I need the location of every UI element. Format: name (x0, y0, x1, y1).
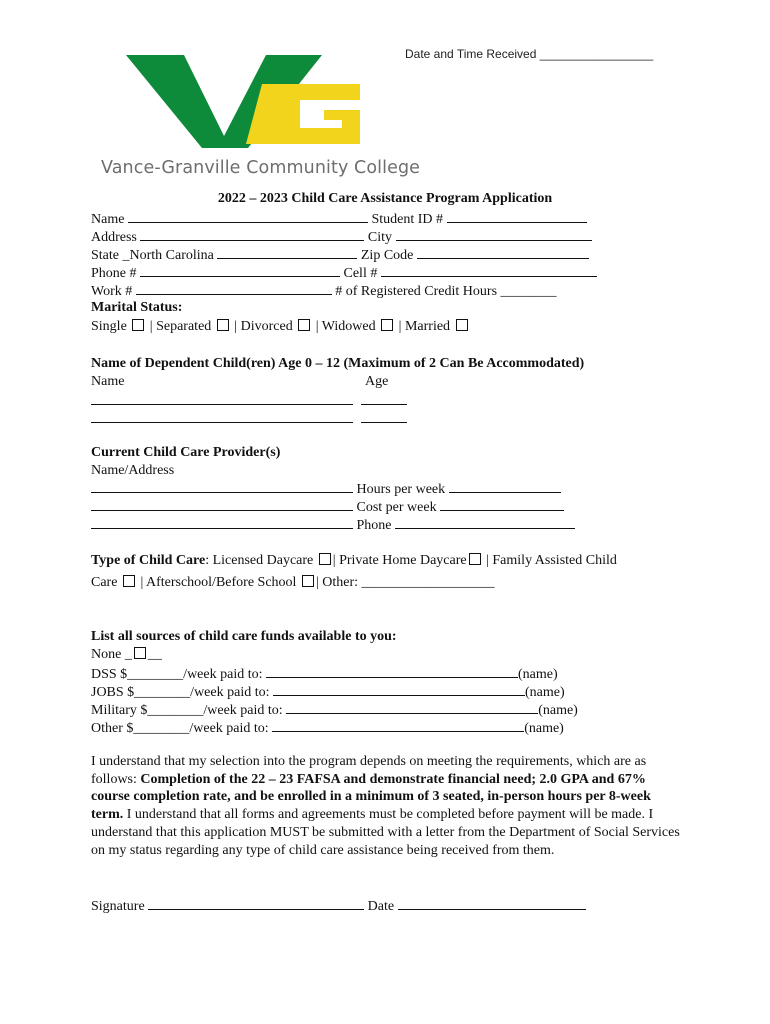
care-licensed-label: : Licensed Daycare (205, 553, 317, 568)
dependent-name-field-1[interactable] (91, 391, 353, 405)
provider-name-field-1[interactable] (91, 479, 353, 493)
none-checkbox[interactable] (134, 647, 146, 659)
care-private-home-label: | Private Home Daycare (332, 553, 467, 568)
funds-military-row (91, 700, 578, 719)
name-field[interactable] (128, 209, 368, 223)
agreement-text-2: I understand that all forms and agreements must be completed before payment will be made. I understand that this application MUST be submitted with a letter from the Department of Social Services on my status regarding any type of child care assistance being received from them. (91, 807, 680, 858)
military-name-suffix: (name) (538, 703, 578, 718)
address-label: Address (91, 230, 137, 245)
dependent-name-field-2[interactable] (91, 409, 353, 423)
marital-widowed-checkbox[interactable] (381, 319, 393, 331)
phone-label: Phone # (91, 266, 137, 281)
dependents-name-label: Name (91, 374, 125, 389)
jobs-label: JOBS $________/week paid to: (91, 685, 270, 700)
jobs-name-suffix: (name) (525, 685, 565, 700)
military-label: Military $________/week paid to: (91, 703, 283, 718)
form-title: 2022 – 2023 Child Care Assistance Program Application (217, 191, 553, 206)
provider-row-2 (91, 497, 564, 516)
military-paid-to-field[interactable] (286, 700, 538, 714)
cell-field[interactable] (381, 263, 597, 277)
marital-married-checkbox[interactable] (456, 319, 468, 331)
hours-field[interactable] (449, 479, 561, 493)
work-label: Work # (91, 284, 133, 299)
city-field[interactable] (396, 227, 592, 241)
phone-field[interactable] (140, 263, 340, 277)
city-label: City (367, 230, 393, 245)
hours-label: Hours per week (356, 482, 446, 497)
marital-widowed-label: Widowed (321, 319, 376, 334)
provider-name-label: Name/Address (91, 463, 175, 478)
marital-single-label: Single (91, 319, 127, 334)
dependent-age-field-2[interactable] (361, 409, 407, 423)
credit-hours-label: # of Registered Credit Hours ________ (335, 284, 557, 299)
provider-row-1 (91, 479, 561, 498)
marital-divorced-label: Divorced (240, 319, 293, 334)
address-row (91, 227, 592, 246)
none-label: None _ (91, 647, 132, 662)
care-afterschool-checkbox[interactable] (302, 575, 314, 587)
cost-field[interactable] (440, 497, 564, 511)
funds-none-row (91, 646, 162, 663)
funds-heading: List all sources of child care funds available to you: (91, 629, 397, 644)
zip-label: Zip Code (360, 248, 414, 263)
care-other-label: | Other: ___________________ (315, 575, 495, 590)
phone2-label: Phone (356, 518, 392, 533)
dss-name-suffix: (name) (518, 667, 558, 682)
provider-name-field-3[interactable] (91, 515, 353, 529)
provider-heading: Current Child Care Provider(s) (91, 445, 281, 460)
care-type-row-2 (91, 574, 495, 591)
state-field[interactable] (217, 245, 357, 259)
state-label: State _North Carolina (91, 248, 214, 263)
care-type-heading: Type of Child Care (91, 553, 206, 568)
care-family-cont-label: Care (91, 575, 121, 590)
signature-field[interactable] (148, 896, 364, 910)
cost-label: Cost per week (356, 500, 437, 515)
marital-married-label: Married (404, 319, 451, 334)
agreement-text-1: I understand that my selection into the program depends on meeting the requirements, which are as follows: (91, 754, 647, 787)
care-type-row-1 (91, 552, 617, 569)
cell-label: Cell # (343, 266, 378, 281)
agreement-requirements: Completion of the 22 – 23 FAFSA and demonstrate financial need; 2.0 GPA and 67% course completion rate, and be enrolled in a minimum of 3 seated, in-person hours per 8-week term. (91, 771, 651, 823)
phone-row (91, 263, 597, 282)
care-afterschool-label: | Afterschool/Before School (140, 575, 300, 590)
funds-dss-row (91, 664, 558, 683)
other-label: Other $________/week paid to: (91, 721, 269, 736)
dss-paid-to-field[interactable] (266, 664, 518, 678)
signature-label: Signature (91, 899, 145, 914)
dependents-age-label: Age (365, 374, 389, 389)
student-id-field[interactable] (447, 209, 587, 223)
marital-divorced-checkbox[interactable] (298, 319, 310, 331)
dependent-age-field-1[interactable] (361, 391, 407, 405)
state-row (91, 245, 589, 264)
name-label: Name (91, 212, 125, 227)
address-field[interactable] (140, 227, 364, 241)
agreement-paragraph (91, 753, 681, 859)
provider-name-field-2[interactable] (91, 497, 353, 511)
none-tail: __ (147, 647, 162, 662)
dss-label: DSS $________/week paid to: (91, 667, 263, 682)
work-field[interactable] (136, 281, 332, 295)
care-family-checkbox[interactable] (123, 575, 135, 587)
work-row (91, 281, 557, 300)
zip-field[interactable] (417, 245, 589, 259)
provider-phone-field[interactable] (395, 515, 575, 529)
marital-separated-label: Separated (156, 319, 212, 334)
name-row (91, 209, 587, 228)
care-family-label: | Family Assisted Child (486, 553, 617, 568)
care-private-home-checkbox[interactable] (469, 553, 481, 565)
dependent-row-1 (91, 391, 407, 410)
college-name: Vance-Granville Community College (101, 158, 421, 178)
marital-options: Single | Separated | Divorced | Widowed | Married (91, 318, 470, 335)
other-paid-to-field[interactable] (272, 718, 524, 732)
student-id-label: Student ID # (371, 212, 443, 227)
marital-separated-checkbox[interactable] (217, 319, 229, 331)
funds-other-row (91, 718, 564, 737)
date-field[interactable] (398, 896, 586, 910)
provider-row-3 (91, 515, 575, 534)
marital-single-checkbox[interactable] (132, 319, 144, 331)
jobs-paid-to-field[interactable] (273, 682, 525, 696)
marital-heading: Marital Status: (91, 300, 183, 315)
date-received-field: Date and Time Received _________________ (405, 47, 654, 61)
dependent-row-2 (91, 409, 407, 428)
dependents-heading: Name of Dependent Child(ren) Age 0 – 12 (Maximum of 2 Can Be Accommodated) (91, 356, 585, 371)
funds-jobs-row (91, 682, 565, 701)
care-licensed-checkbox[interactable] (319, 553, 331, 565)
signature-row (91, 896, 586, 915)
other-name-suffix: (name) (524, 721, 564, 736)
date-label: Date (367, 899, 395, 914)
